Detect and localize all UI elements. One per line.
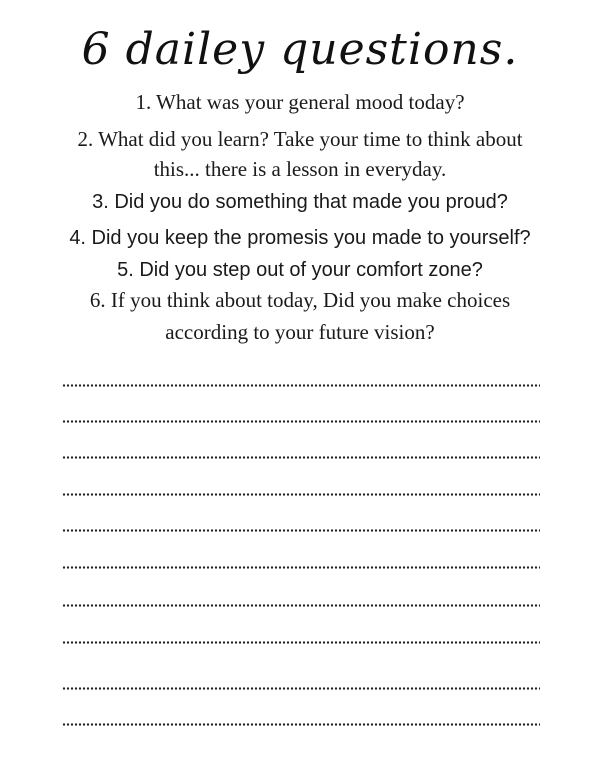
writing-line[interactable] — [62, 420, 540, 423]
writing-line[interactable] — [62, 456, 540, 459]
writing-line[interactable] — [62, 604, 540, 607]
writing-line[interactable] — [62, 687, 540, 690]
writing-line[interactable] — [62, 723, 540, 726]
page-title: 6 dailey questions. — [81, 24, 519, 75]
writing-line[interactable] — [62, 566, 540, 569]
question-6-line-1: 6. If you think about today, Did you make choices — [89, 288, 511, 312]
question-3: 3. Did you do something that made you proud? — [92, 191, 508, 213]
question-5: 5. Did you step out of your comfort zone? — [117, 259, 483, 281]
question-2-line-1: 2. What did you learn? Take your time to think about — [77, 127, 523, 151]
writing-line[interactable] — [62, 529, 540, 532]
question-1: 1. What was your general mood today? — [135, 90, 465, 114]
writing-line[interactable] — [62, 493, 540, 496]
question-4: 4. Did you keep the promesis you made to yourself? — [69, 227, 531, 249]
question-6-line-2: according to your future vision? — [165, 320, 435, 344]
question-2-line-2: this... there is a lesson in everyday. — [153, 157, 447, 181]
writing-line[interactable] — [62, 641, 540, 644]
writing-line[interactable] — [62, 384, 540, 387]
